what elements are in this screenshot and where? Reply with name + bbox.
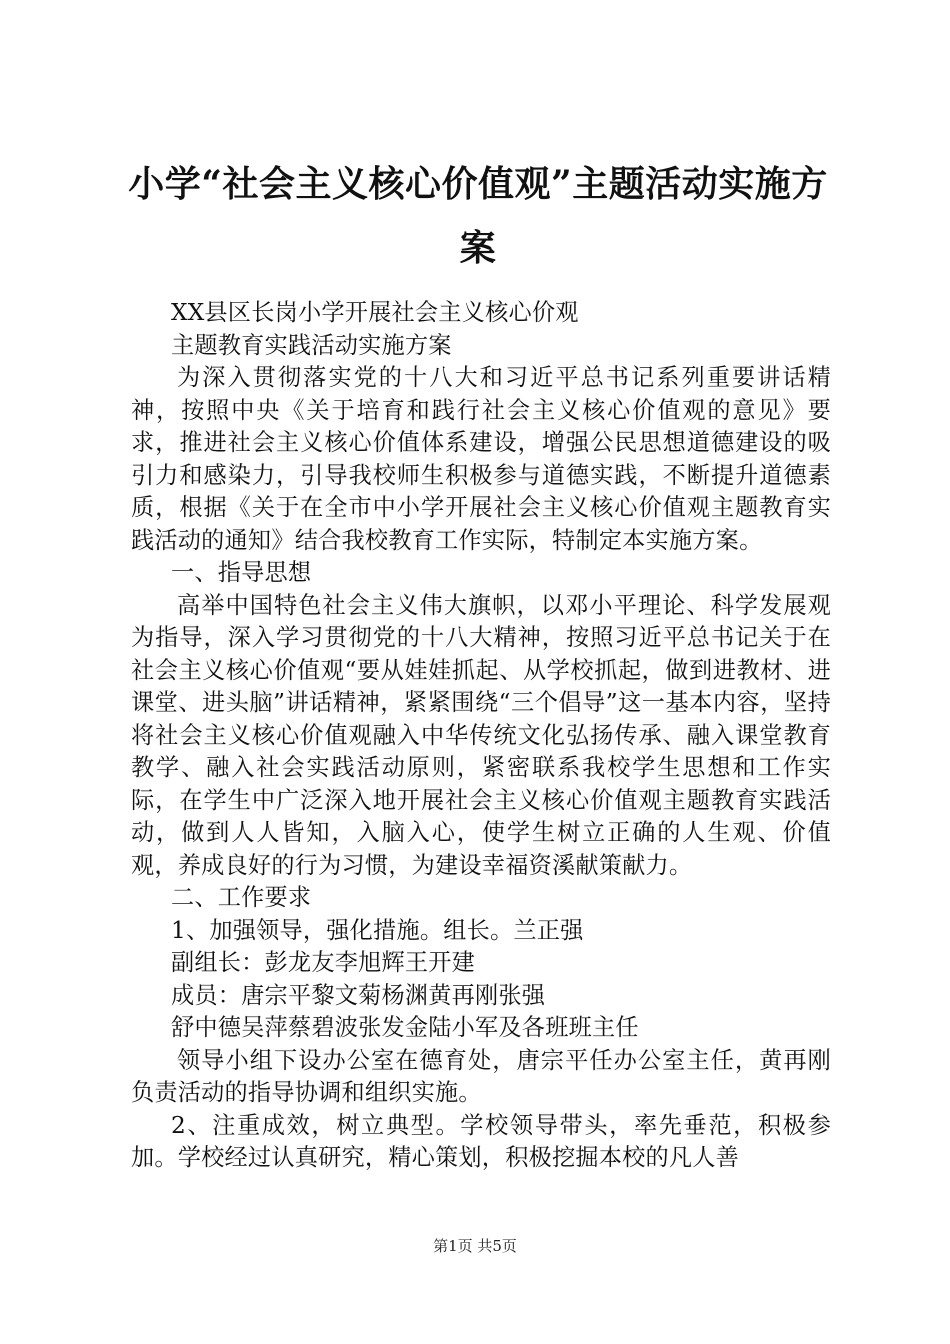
body-paragraph: 二、工作要求 xyxy=(171,884,312,911)
body-paragraph: 舒中德吴萍蔡碧波张发金陆小军及各班班主任 xyxy=(171,1014,639,1041)
body-paragraph: 2、注重成效，树立典型。学校领导带头，率先垂范，积极参加。学校经过认真研究，精心策划，积极挖掘本校的凡人善 xyxy=(131,1111,831,1171)
body-paragraph: 副组长：彭龙友李旭辉王开建 xyxy=(171,949,476,976)
page-footer: 第1页 共5页 xyxy=(433,1237,517,1255)
document-body xyxy=(131,297,831,1175)
document-title: 小学“社会主义核心价值观”主题活动实施方案 xyxy=(128,163,828,269)
body-paragraph: 高举中国特色社会主义伟大旗帜，以邓小平理论、科学发展观为指导，深入学习贯彻党的十八大精神，按照习近平总书记关于在社会主义核心价值观“要从娃娃抓起、从学校抓起，做到进教材、进课堂、进头脑”讲话精神，紧紧围绕“三个倡导”这一基本内容，坚持将社会主义核心价值观融入中华传统文化弘扬传承、融入课堂教育教学、融入社会实践活动原则，紧密联系我校学生思想和工作实际，在学生中广泛深入地开展社会主义核心价值观主题教育实践活动，做到人人皆知，入脑入心，使学生树立正确的人生观、价值观，养成良好的行为习惯，为建设幸福资溪献策献力。 xyxy=(131,591,831,879)
body-paragraph: 为深入贯彻落实党的十八大和习近平总书记系列重要讲话精神，按照中央《关于培育和践行社会主义核心价值观的意见》要求，推进社会主义核心价值体系建设，增强公民思想道德建设的吸引力和感染力，引导我校师生积极参与道德实践，不断提升道德素质，根据《关于在全市中小学开展社会主义核心价值观主题教育实践活动的通知》结合我校教育工作实际，特制定本实施方案。 xyxy=(131,364,831,554)
body-paragraph: 一、指导思想 xyxy=(171,559,312,586)
body-paragraph: XX县区长岗小学开展社会主义核心价观 xyxy=(171,299,579,326)
body-paragraph: 主题教育实践活动实施方案 xyxy=(171,331,452,359)
body-paragraph: 领导小组下设办公室在德育处，唐宗平任办公室主任，黄再刚负责活动的指导协调和组织实施。 xyxy=(131,1046,831,1106)
body-paragraph: 1、加强领导，强化措施。组长。兰正强 xyxy=(171,916,584,944)
body-paragraph: 成员：唐宗平黎文菊杨渊黄再刚张强 xyxy=(171,981,546,1009)
